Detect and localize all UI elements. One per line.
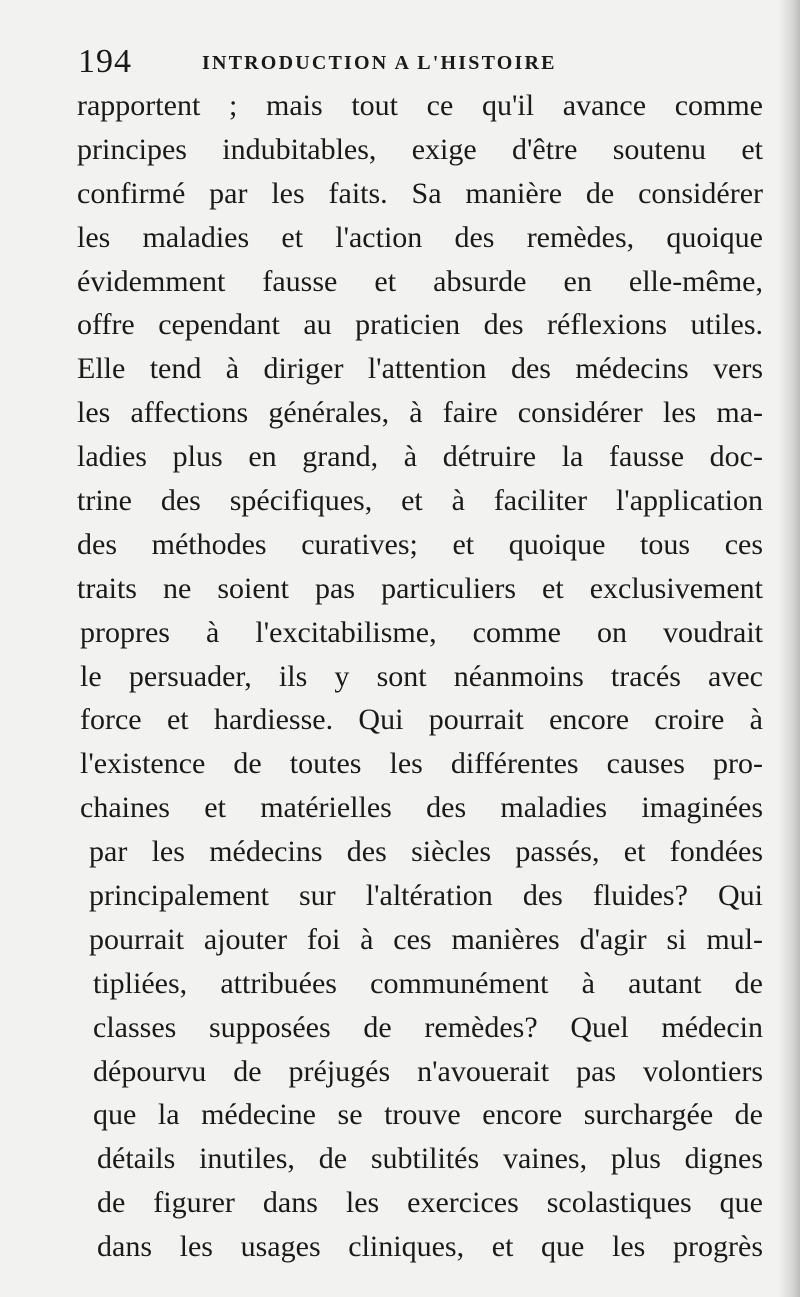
text-line: dépourvu de préjugés n'avouerait pas volontiers — [93, 1054, 763, 1088]
text-line: dans les usages cliniques, et que les progrès — [97, 1230, 763, 1264]
text-line: détails inutiles, de subtilités vaines, plus dignes — [97, 1142, 763, 1176]
text-line: évidemment fausse et absurde en elle-même, — [77, 264, 763, 298]
text-line: l'existence de toutes les différentes causes pro- — [80, 747, 763, 781]
text-line: classes supposées de remèdes? Quel médecin — [93, 1010, 763, 1044]
text-line: le persuader, ils y sont néanmoins tracés avec — [80, 659, 763, 693]
text-line: pourrait ajouter foi à ces manières d'agir si mul- — [89, 922, 763, 956]
text-line: offre cependant au praticien des réflexions utiles. — [77, 308, 763, 342]
page-gutter-shadow — [778, 0, 800, 1297]
text-line: les affections générales, à faire considérer les ma- — [77, 396, 763, 430]
text-line: trine des spécifiques, et à faciliter l'application — [77, 484, 763, 518]
page-number: 194 — [78, 43, 132, 80]
text-line: ladies plus en grand, à détruire la fausse doc- — [77, 440, 763, 474]
text-line: principes indubitables, exige d'être soutenu et — [77, 132, 763, 166]
text-line: tipliées, attribuées communément à autant de — [93, 966, 763, 1000]
running-title: INTRODUCTION A L'HISTOIRE — [202, 52, 557, 74]
text-line: confirmé par les faits. Sa manière de considérer — [77, 176, 763, 210]
text-line: de figurer dans les exercices scolastiques que — [97, 1186, 763, 1220]
text-line: principalement sur l'altération des fluides? Qui — [89, 879, 763, 913]
text-line: des méthodes curatives; et quoique tous ces — [77, 527, 763, 561]
body-text — [77, 84, 763, 1269]
text-line: force et hardiesse. Qui pourrait encore croire à — [80, 703, 763, 737]
text-line: que la médecine se trouve encore surchargée de — [93, 1098, 763, 1132]
text-line: propres à l'excitabilisme, comme on voudrait — [80, 615, 763, 649]
text-line: les maladies et l'action des remèdes, quoique — [77, 220, 763, 254]
page-header — [78, 44, 758, 80]
text-line: chaines et matérielles des maladies imaginées — [80, 791, 763, 825]
text-line: traits ne soient pas particuliers et exclusivement — [77, 571, 763, 605]
text-line: Elle tend à diriger l'attention des médecins vers — [77, 352, 763, 386]
text-line: rapportent ; mais tout ce qu'il avance comme — [77, 89, 763, 122]
text-line: par les médecins des siècles passés, et fondées — [89, 835, 763, 869]
